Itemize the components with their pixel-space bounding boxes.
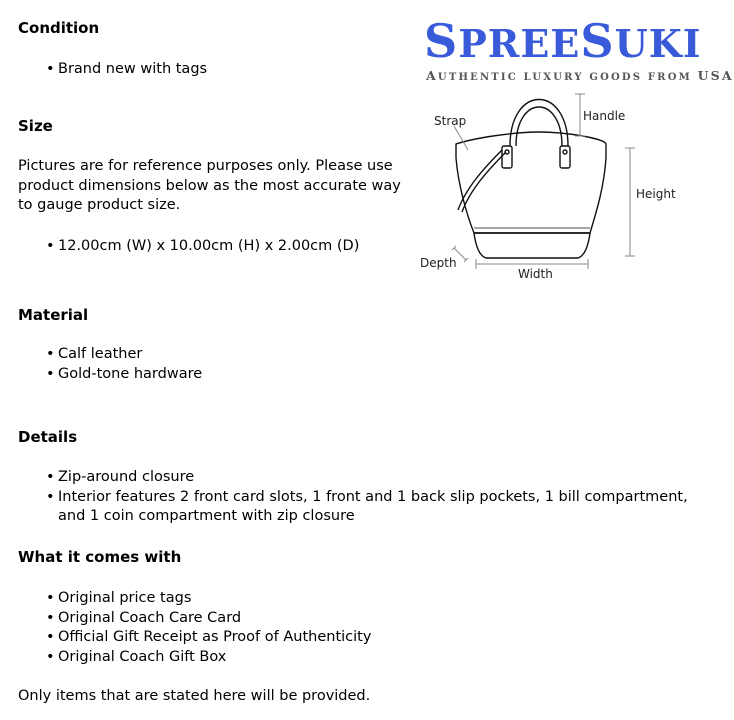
list-item: • Gold-tone hardware — [46, 365, 202, 385]
spreesuki-logo — [424, 14, 734, 84]
details-list — [46, 468, 710, 527]
handle-label: Handle — [583, 109, 626, 123]
comes-with-list — [46, 589, 371, 667]
size-heading: Size — [18, 117, 53, 135]
list-item: • Interior features 2 front card slots, 1 front and 1 back slip pockets, 1 bill compartment, and 1 coin compartment with zip closure — [46, 488, 710, 527]
size-note: Pictures are for reference purposes only. Please use product dimensions below as the most accurate way to gauge product size. — [18, 158, 401, 213]
logo-tagline: AUTHENTIC LUXURY GOODS FROM USA — [426, 68, 734, 83]
list-item: • Original price tags — [46, 589, 371, 609]
list-item: • Calf leather — [46, 345, 202, 365]
strap-label: Strap — [434, 114, 467, 128]
height-label: Height — [636, 187, 676, 201]
details-heading: Details — [18, 428, 78, 446]
list-item: • Original Coach Care Card — [46, 609, 371, 629]
list-item: • Brand new with tags — [46, 60, 207, 80]
bag-dimension-diagram — [414, 88, 704, 288]
condition-list — [46, 60, 207, 80]
list-item: • Zip-around closure — [46, 468, 710, 488]
list-item: • Original Coach Gift Box — [46, 648, 371, 668]
logo-wordmark: SPREESUKI — [424, 14, 702, 68]
material-heading: Material — [18, 306, 89, 324]
list-item: • Official Gift Receipt as Proof of Authenticity — [46, 628, 371, 648]
comes-with-heading: What it comes with — [18, 548, 182, 566]
condition-heading: Condition — [18, 19, 100, 37]
width-label: Width — [518, 267, 553, 281]
size-list — [46, 237, 359, 257]
footer-note: Only items that are stated here will be provided. — [18, 688, 371, 704]
list-item: • 12.00cm (W) x 10.00cm (H) x 2.00cm (D) — [46, 237, 359, 257]
depth-label: Depth — [420, 256, 457, 270]
material-list — [46, 345, 202, 384]
